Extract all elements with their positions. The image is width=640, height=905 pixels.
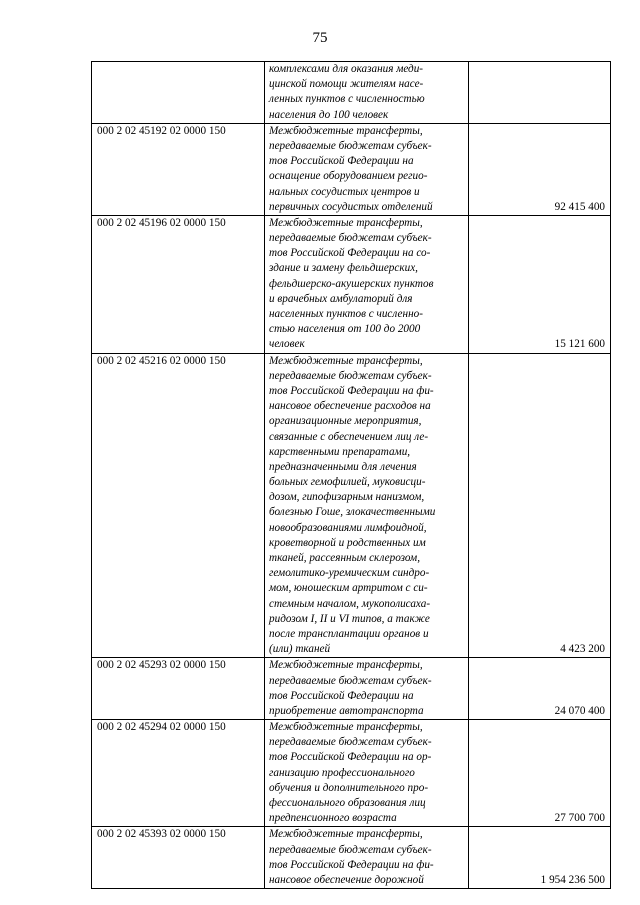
- description-line: цинской помощи жителям насе-: [269, 78, 424, 91]
- description-line: тов Российской Федерации на со-: [269, 247, 431, 260]
- description-line: ридозом I, II и VI типов, а также: [269, 612, 430, 625]
- budget-classification-code: 000 2 02 45393 02 0000 150: [92, 827, 265, 889]
- transfer-description: [265, 62, 469, 124]
- description-line: оснащение оборудованием регио-: [269, 170, 428, 183]
- description-line: ганизацию профессионального: [269, 766, 415, 779]
- description-line: и врачебных амбулаторий для: [269, 292, 413, 305]
- description-line: Межбюджетные трансферты,: [269, 721, 423, 734]
- description-line: больных гемофилией, муковисци-: [269, 476, 426, 489]
- description-line: обучения и дополнительного про-: [269, 781, 429, 794]
- description-line: первичных сосудистых отделений: [269, 200, 433, 213]
- description-line: стью населения от 100 до 2000: [269, 323, 421, 336]
- description-line: передаваемые бюджетам субъек-: [269, 369, 432, 382]
- budget-classification-code: [92, 62, 265, 124]
- description-line: передаваемые бюджетам субъек-: [269, 139, 432, 152]
- description-line: нансовое обеспечение дорожной: [269, 873, 424, 886]
- description-line: ленных пунктов с численностью: [269, 93, 425, 106]
- table-row: [92, 123, 611, 215]
- description-line: нансовое обеспечение расходов на: [269, 400, 431, 413]
- description-line: тов Российской Федерации на фи-: [269, 384, 434, 397]
- description-line: здание и замену фельдшерских,: [269, 262, 418, 275]
- amount-cell: 92 415 400: [469, 123, 611, 215]
- transfer-description: [265, 720, 469, 827]
- table-row: [92, 353, 611, 658]
- budget-classification-code: 000 2 02 45294 02 0000 150: [92, 720, 265, 827]
- amount-cell: 24 070 400: [469, 658, 611, 720]
- description-line: передаваемые бюджетам субъек-: [269, 736, 432, 749]
- description-line: передаваемые бюджетам субъек-: [269, 843, 432, 856]
- description-line: комплексами для оказания меди-: [269, 63, 424, 75]
- description-line: новообразованиями лимфоидной,: [269, 521, 427, 534]
- description-line: стемным началом, мукополисаха-: [269, 597, 431, 610]
- description-line: человек: [269, 338, 305, 351]
- budget-classification-code: 000 2 02 45293 02 0000 150: [92, 658, 265, 720]
- description-line: нальных сосудистых центров и: [269, 185, 420, 198]
- description-line: Межбюджетные трансферты,: [269, 124, 423, 137]
- description-line: передаваемые бюджетам субъек-: [269, 674, 432, 687]
- description-line: болезнью Гоше, злокачественными: [269, 506, 436, 519]
- transfer-description: [265, 353, 469, 658]
- description-line: организационные мероприятия,: [269, 415, 422, 428]
- budget-classification-code: 000 2 02 45216 02 0000 150: [92, 353, 265, 658]
- description-line: предпенсионного возраста: [269, 812, 397, 825]
- table-row: [92, 827, 611, 889]
- amount-cell: 1 954 236 500: [469, 827, 611, 889]
- description-line: приобретение автотранспорта: [269, 704, 424, 717]
- amount-cell: 4 423 200: [469, 353, 611, 658]
- table-row: [92, 720, 611, 827]
- transfer-description: [265, 215, 469, 353]
- description-line: тов Российской Федерации на: [269, 155, 414, 168]
- description-line: гемолитико-уремическим синдро-: [269, 567, 430, 580]
- transfer-description: [265, 658, 469, 720]
- amount-cell: 27 700 700: [469, 720, 611, 827]
- budget-table: [91, 61, 611, 889]
- description-line: населенных пунктов с численно-: [269, 308, 423, 320]
- description-line: Межбюджетные трансферты,: [269, 828, 423, 841]
- budget-classification-code: 000 2 02 45196 02 0000 150: [92, 215, 265, 353]
- description-line: передаваемые бюджетам субъек-: [269, 232, 432, 245]
- table-row: [92, 215, 611, 353]
- table-row: [92, 658, 611, 720]
- description-line: (или) тканей: [269, 643, 331, 656]
- description-line: населения до 100 человек: [269, 108, 389, 121]
- transfer-description: [265, 827, 469, 889]
- description-line: после трансплантации органов и: [269, 627, 429, 640]
- description-line: мом, юношеским артритом с си-: [269, 582, 428, 595]
- transfer-description: [265, 123, 469, 215]
- description-line: фессионального образования лиц: [269, 797, 426, 809]
- description-line: дозом, гипофизарным нанизмом,: [269, 491, 425, 504]
- amount-cell: [469, 62, 611, 124]
- description-line: фельдшерско-акушерских пунктов: [269, 277, 434, 290]
- description-line: карственными препаратами,: [269, 445, 411, 458]
- budget-classification-code: 000 2 02 45192 02 0000 150: [92, 123, 265, 215]
- description-line: связанные с обеспечением лиц ле-: [269, 430, 429, 443]
- description-line: кроветворной и родственных им: [269, 536, 426, 549]
- description-line: тканей, рассеянным склерозом,: [269, 552, 420, 564]
- description-line: предназначенными для лечения: [269, 460, 417, 473]
- amount-cell: 15 121 600: [469, 215, 611, 353]
- description-line: тов Российской Федерации на: [269, 689, 414, 702]
- table-row: [92, 62, 611, 124]
- page-number: 75: [312, 30, 328, 46]
- description-line: тов Российской Федерации на фи-: [269, 858, 434, 871]
- budget-table-body: [92, 62, 611, 889]
- description-line: Межбюджетные трансферты,: [269, 659, 423, 672]
- description-line: Межбюджетные трансферты,: [269, 354, 423, 367]
- description-line: тов Российской Федерации на ор-: [269, 751, 432, 764]
- description-line: Межбюджетные трансферты,: [269, 216, 423, 229]
